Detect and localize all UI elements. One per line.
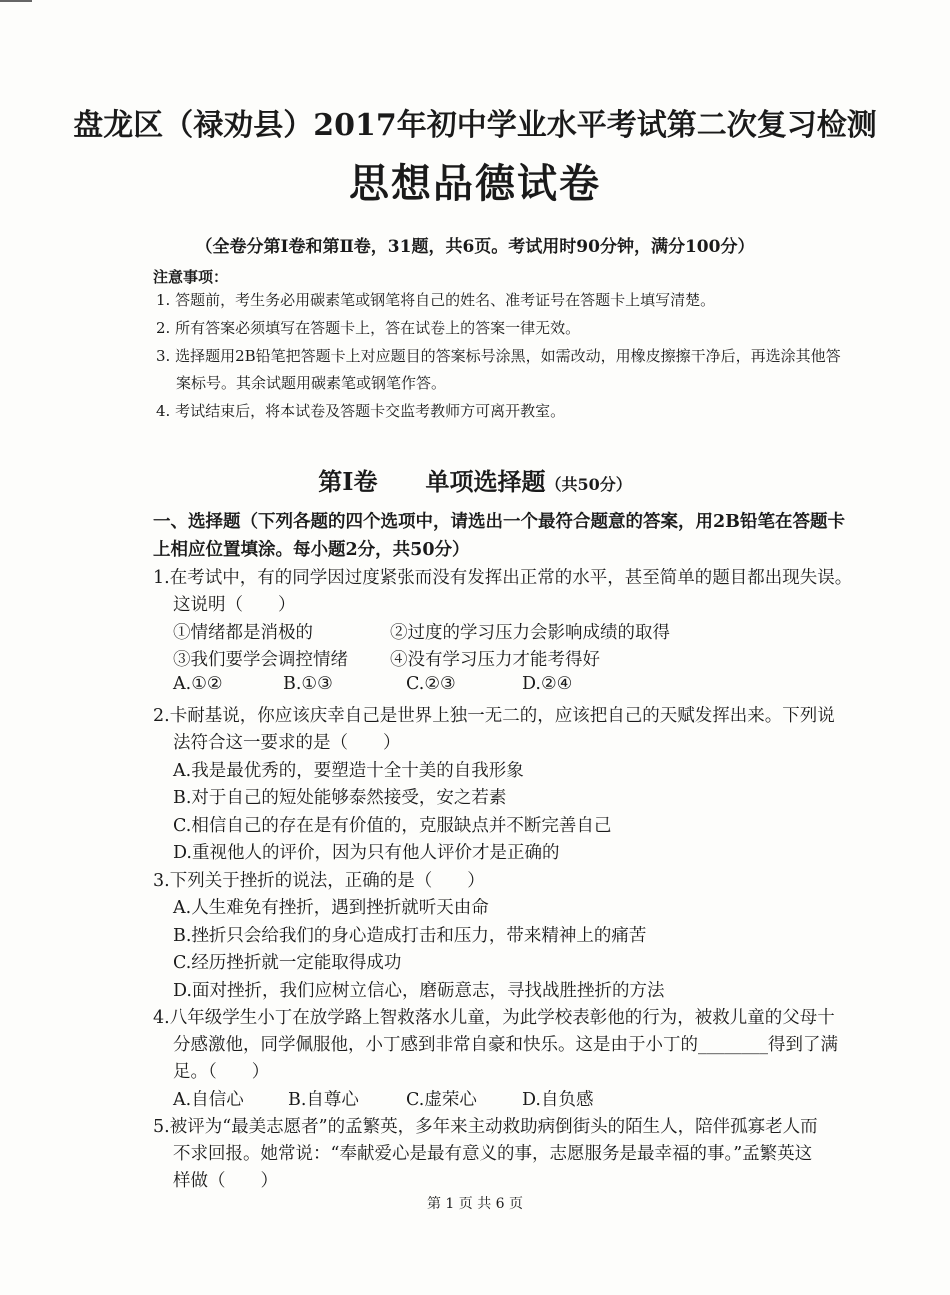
note-item: 1. 答题前，考生务必用碳素笔或钢笔将自己的姓名、准考证号在答题卡上填写清楚。 <box>156 291 716 309</box>
question-stem: 法符合这一要求的是（ ） <box>173 733 401 753</box>
answer-choice: B.挫折只会给我们的身心造成打击和压力，带来精神上的痛苦 <box>173 926 647 946</box>
answer-choice: D.重视他人的评价，因为只有他人评价才是正确的 <box>173 843 560 863</box>
question-stem: 不求回报。她常说：“奉献爱心是最有意义的事，志愿服务是最幸福的事。”孟繁英这 <box>173 1144 813 1164</box>
question-stem: 这说明（ ） <box>173 595 296 615</box>
question-stem: 3.下列关于挫折的说法，正确的是（ ） <box>153 871 485 891</box>
answer-choice: C.相信自己的存在是有价值的，克服缺点并不断完善自己 <box>173 816 612 836</box>
answer-choice: D.自负感 <box>522 1090 594 1110</box>
section-title: 第Ⅰ卷 单项选择题 <box>318 467 546 496</box>
subject-title: 思想品德试卷 <box>349 160 601 207</box>
answer-choice: D.②④ <box>522 674 573 694</box>
exam-title: 盘龙区（禄劝县）2017年初中学业水平考试第二次复习检测 <box>73 108 877 143</box>
note-item: 案标号。其余试题用碳素笔或钢笔作答。 <box>176 374 447 392</box>
section-score: （共50分） <box>545 475 632 494</box>
section-heading <box>0 462 950 497</box>
answer-choice: B.①③ <box>283 674 333 694</box>
exam-info: （全卷分第Ⅰ卷和第Ⅱ卷，31题，共6页。考试用时90分钟，满分100分） <box>195 237 755 257</box>
statement-option: ③我们要学会调控情绪 <box>173 650 348 670</box>
answer-choice: A.①② <box>173 674 223 694</box>
question-stem: 分感激他，同学佩服他，小丁感到非常自豪和快乐。这是由于小丁的________得到了满 <box>173 1035 838 1055</box>
question-stem: 1.在考试中，有的同学因过度紧张而没有发挥出正常的水平，甚至简单的题目都出现失误。 <box>153 568 853 588</box>
note-item: 2. 所有答案必须填写在答题卡上，答在试卷上的答案一律无效。 <box>156 319 581 337</box>
answer-choice: C.虚荣心 <box>406 1090 477 1110</box>
answer-choice: A.我是最优秀的，要塑造十全十美的自我形象 <box>173 761 524 781</box>
note-item: 3. 选择题用2B铅笔把答题卡上对应题目的答案标号涂黑，如需改动，用橡皮擦擦干净后，再选涂其他答 <box>156 347 841 365</box>
answer-choice: C.经历挫折就一定能取得成功 <box>173 953 402 973</box>
page-number: 第 1 页 共 6 页 <box>426 1196 524 1212</box>
scan-mark <box>0 0 32 2</box>
notes-heading: 注意事项： <box>153 268 229 286</box>
question-stem: 足。（ ） <box>173 1062 270 1082</box>
statement-option: ②过度的学习压力会影响成绩的取得 <box>390 623 670 643</box>
question-stem: 5.被评为“最美志愿者”的孟繁英，多年来主动救助病倒街头的陌生人，陪伴孤寡老人而 <box>153 1117 818 1137</box>
statement-option: ④没有学习压力才能考得好 <box>390 650 600 670</box>
answer-choice: B.自尊心 <box>288 1090 359 1110</box>
instruction-line: 上相应位置填涂。每小题2分，共50分） <box>153 540 470 560</box>
question-stem: 4.八年级学生小丁在放学路上智救落水儿童，为此学校表彰他的行为，被救儿童的父母十 <box>153 1008 835 1028</box>
answer-choice: D.面对挫折，我们应树立信心，磨砺意志，寻找战胜挫折的方法 <box>173 981 665 1001</box>
instruction-line: 一、选择题（下列各题的四个选项中，请选出一个最符合题意的答案，用2B铅笔在答题卡 <box>153 512 845 532</box>
question-stem: 2.卡耐基说，你应该庆幸自己是世界上独一无二的，应该把自己的天赋发挥出来。下列说 <box>153 706 835 726</box>
answer-choice: B.对于自己的短处能够泰然接受，安之若素 <box>173 788 507 808</box>
answer-choice: A.自信心 <box>173 1090 244 1110</box>
statement-option: ①情绪都是消极的 <box>173 623 313 643</box>
answer-choice: A.人生难免有挫折，遇到挫折就听天由命 <box>173 898 489 918</box>
answer-choice: C.②③ <box>406 674 456 694</box>
note-item: 4. 考试结束后，将本试卷及答题卡交监考教师方可离开教室。 <box>156 402 566 420</box>
question-stem: 样做（ ） <box>173 1171 278 1191</box>
